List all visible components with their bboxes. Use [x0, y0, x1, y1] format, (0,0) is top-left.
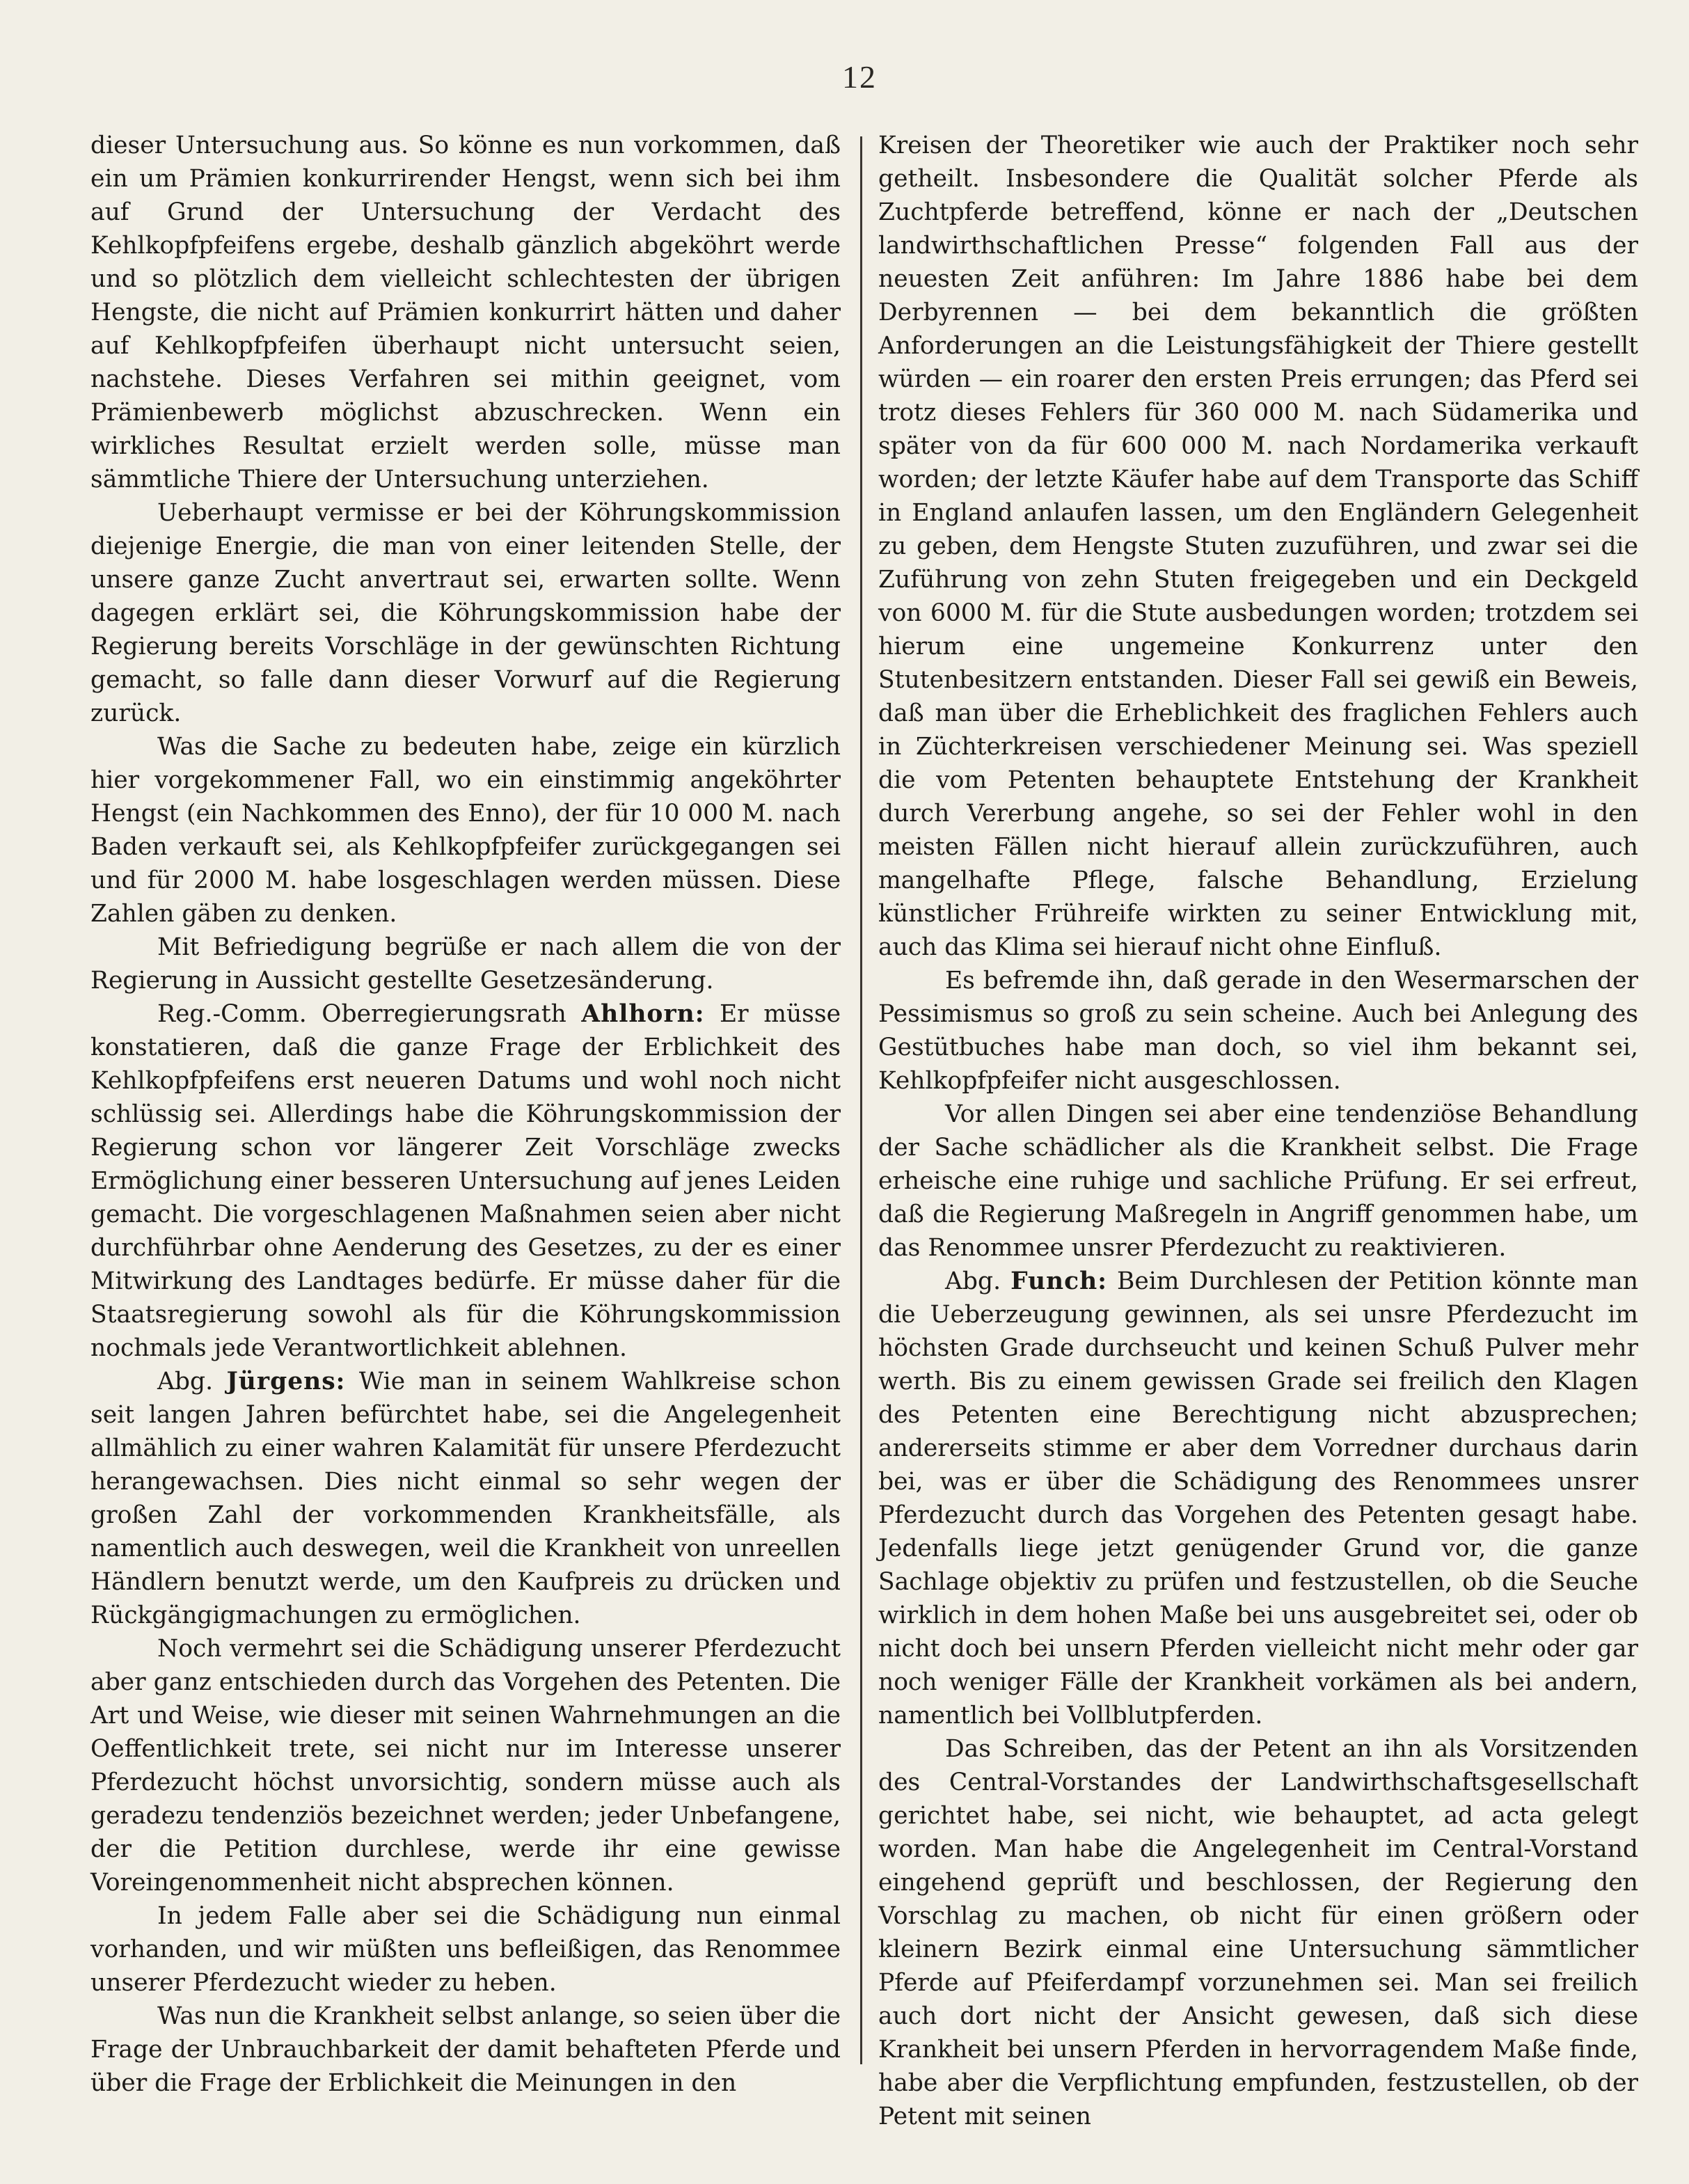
paragraph — [90, 1365, 841, 1632]
paragraph — [90, 1632, 841, 1899]
page-number: 12 — [842, 59, 877, 95]
right-column — [878, 129, 1638, 2133]
paragraph-text: In jedem Falle aber sei die Schädigung nun einmal vorhanden, und wir müßten uns befleißigen, das Renommee unserer Pferdezucht wieder zu heben. — [90, 1902, 841, 1997]
paragraph — [90, 1899, 841, 2000]
paragraph-text: Was nun die Krankheit selbst anlange, so seien über die Frage der Unbrauchbarkeit der damit behafteten Pferde und über die Frage der Erblichkeit die Meinungen in den — [90, 2002, 841, 2097]
speaker-name: Jürgens: — [226, 1368, 346, 1395]
paragraph-text: Noch vermehrt sei die Schädigung unserer Pferdezucht aber ganz entschieden durch das Vorgehen des Petenten. Die Art und Weise, wie dieser mit seinen Wahrnehmungen an die Oeffentlichkeit trete, sei nicht nur im Interesse unserer Pferdezucht höchst unvorsichtig, sondern müsse auch als geradezu tendenziös bezeichnet werden; jeder Unbefangene, der die Petition durchlese, werde ihr eine gewisse Voreingenommenheit nicht absprechen können. — [90, 1635, 841, 1897]
paragraph-text: Kreisen der Theoretiker wie auch der Praktiker noch sehr getheilt. Insbesondere die Qualität solcher Pferde als Zuchtpferde betreffend, könne er nach der „Deutschen landwirthschaftlichen Presse“ folgenden Fall aus der neuesten Zeit anführen: Im Jahre 1886 habe bei dem Derbyrennen — bei dem bekanntlich die größten Anforderungen an die Leistungsfähigkeit der Thiere gestellt würden — ein roarer den ersten Preis errungen; das Pferd sei trotz dieses Fehlers für 360 000 M. nach Südamerika und später von da für 600 000 M. nach Nordamerika verkauft worden; der letzte Käufer habe auf dem Transporte das Schiff in England anlaufen lassen, um den Engländern Gelegenheit zu geben, dem Hengste Stuten zuzuführen, und zwar sei die Zuführung von zehn Stuten freigegeben und ein Deckgeld von 6000 M. für die Stute ausbedungen worden; trotzdem sei hierum eine ungemeine Konkurrenz unter den Stutenbesitzern entstanden. Dieser Fall sei gewiß ein Beweis, daß man über die Erheblichkeit des fraglichen Fehlers auch in Züchterkreisen verschiedener Meinung sei. Was speziell die vom Petenten behauptete Entstehung der Krankheit durch Vererbung angehe, so sei der Fehler wohl in den meisten Fällen nicht hierauf allein zurückzuführen, auch mangelhafte Pflege, falsche Behandlung, Erzielung künstlicher Frühreife wirkten zu seiner Entwicklung mit, auch das Klima sei hierauf nicht ohne Einfluß. — [878, 132, 1638, 961]
paragraph-text: Mit Befriedigung begrüße er nach allem die von der Regierung in Aussicht gestellte Gesetzesänderung. — [90, 933, 841, 995]
speaker-title: Reg.-Comm. Oberregierungsrath — [157, 1000, 582, 1028]
speaker-name: Ahlhorn: — [581, 1000, 705, 1028]
paragraph — [878, 964, 1638, 1098]
paragraph-text: Er müsse konstatieren, daß die ganze Frage der Erblichkeit des Kehlkopfpfeifens erst neueren Datums und wohl noch nicht schlüssig sei. Allerdings habe die Köhrungskommission der Regierung schon vor längerer Zeit Vorschläge zwecks Ermöglichung einer besseren Untersuchung auf jenes Leiden gemacht. Die vorgeschlagenen Maßnahmen seien aber nicht durchführbar ohne Aenderung des Gesetzes, zu der es einer Mitwirkung des Landtages bedürfe. Er müsse daher für die Staatsregierung sowohl als für die Köhrungskommission nochmals jede Verantwortlichkeit ablehnen. — [90, 1000, 841, 1362]
paragraph — [90, 129, 841, 496]
paragraph — [90, 496, 841, 730]
paragraph — [90, 2000, 841, 2100]
paragraph — [878, 1732, 1638, 2133]
left-column — [90, 129, 841, 2100]
paragraph-text: Was die Sache zu bedeuten habe, zeige ein kürzlich hier vorgekommener Fall, wo ein einstimmig angeköhrter Hengst (ein Nachkommen des Enno), der für 10 000 M. nach Baden verkauft sei, als Kehlkopfpfeifer zurückgegangen sei und für 2000 M. habe losgeschlagen werden müssen. Diese Zahlen gäben zu denken. — [90, 733, 841, 928]
speaker-title: Abg. — [157, 1368, 227, 1395]
paragraph — [878, 1265, 1638, 1732]
paragraph — [878, 129, 1638, 964]
paragraph — [90, 730, 841, 931]
speaker-title: Abg. — [945, 1267, 1011, 1295]
paragraph-text: Beim Durchlesen der Petition könnte man die Ueberzeugung gewinnen, als sei unsre Pferdezucht im höchsten Grade durchseucht und keinen Schuß Pulver mehr werth. Bis zu einem gewissen Grade sei freilich den Klagen des Petenten eine Berechtigung nicht abzusprechen; andererseits stimme er aber dem Vorredner durchaus darin bei, was er über die Schädigung des Renommees unsrer Pferdezucht durch das Vorgehen des Petenten gesagt habe. Jedenfalls liege jetzt genügender Grund vor, die ganze Sachlage objektiv zu prüfen und festzustellen, ob die Seuche wirklich in dem hohen Maße bei uns ausgebreitet sei, oder ob nicht doch bei unsern Pferden vielleicht nicht mehr oder gar noch weniger Fälle der Krankheit vorkämen als bei andern, namentlich bei Vollblutpferden. — [878, 1267, 1638, 1730]
paragraph-text: dieser Untersuchung aus. So könne es nun vorkommen, daß ein um Prämien konkurrirender Hengst, wenn sich bei ihm auf Grund der Untersuchung der Verdacht des Kehlkopfpfeifens ergebe, deshalb gänzlich abgeköhrt werde und so plötzlich dem vielleicht schlechtesten der übrigen Hengste, die nicht auf Prämien konkurrirt hätten und daher auf Kehlkopfpfeifen überhaupt nicht untersucht seien, nachstehe. Dieses Verfahren sei mithin geeignet, vom Prämienbewerb möglichst abzuschrecken. Wenn ein wirkliches Resultat erzielt werden solle, müsse man sämmtliche Thiere der Untersuchung unterziehen. — [90, 132, 841, 493]
paragraph-text: Ueberhaupt vermisse er bei der Köhrungskommission diejenige Energie, die man von einer leitenden Stelle, der unsere ganze Zucht anvertraut sei, erwarten sollte. Wenn dagegen erklärt sei, die Köhrungskommission habe der Regierung bereits Vorschläge in der gewünschten Richtung gemacht, so falle dann dieser Vorwurf auf die Regierung zurück. — [90, 499, 841, 727]
column-rule — [860, 136, 862, 2064]
paragraph-text: Vor allen Dingen sei aber eine tendenziöse Behandlung der Sache schädlicher als die Krankheit selbst. Die Frage erheische eine ruhige und sachliche Prüfung. Er sei erfreut, daß die Regierung Maßregeln in Angriff genommen habe, um das Renommee unsrer Pferdezucht zu reaktivieren. — [878, 1100, 1638, 1262]
paragraph-text: Das Schreiben, das der Petent an ihn als Vorsitzenden des Central-Vorstandes der Landwirthschaftsgesellschaft gerichtet habe, sei nicht, wie behauptet, ad acta gelegt worden. Man habe die Angelegenheit im Central-Vorstand eingehend geprüft und beschlossen, der Regierung den Vorschlag zu machen, ob nicht für einen größern oder kleinern Bezirk einmal eine Untersuchung sämmtlicher Pferde auf Pfeiferdampf vorzunehmen sei. Man sei freilich auch dort nicht der Ansicht gewesen, daß sich diese Krankheit bei unsern Pferden in hervorragendem Maße finde, habe aber die Verpflichtung empfunden, festzustellen, ob der Petent mit seinen — [878, 1735, 1638, 2130]
paragraph — [878, 1098, 1638, 1265]
paragraph-text: Wie man in seinem Wahlkreise schon seit langen Jahren befürchtet habe, sei die Angelegenheit allmählich zu einer wahren Kalamität für unsere Pferdezucht herangewachsen. Dies nicht einmal so sehr wegen der großen Zahl der vorkommenden Krankheitsfälle, als namentlich auch deswegen, weil die Krankheit von unreellen Händlern benutzt werde, um den Kaufpreis zu drücken und Rückgängigmachungen zu ermöglichen. — [90, 1368, 841, 1629]
paragraph-text: Es befremde ihn, daß gerade in den Wesermarschen der Pessimismus so groß zu sein scheine. Auch bei Anlegung des Gestütbuches habe man doch, so viel ihm bekannt sei, Kehlkopfpfeifer nicht ausgeschlossen. — [878, 967, 1638, 1095]
paragraph — [90, 997, 841, 1365]
speaker-name: Funch: — [1010, 1267, 1107, 1295]
paragraph — [90, 931, 841, 997]
